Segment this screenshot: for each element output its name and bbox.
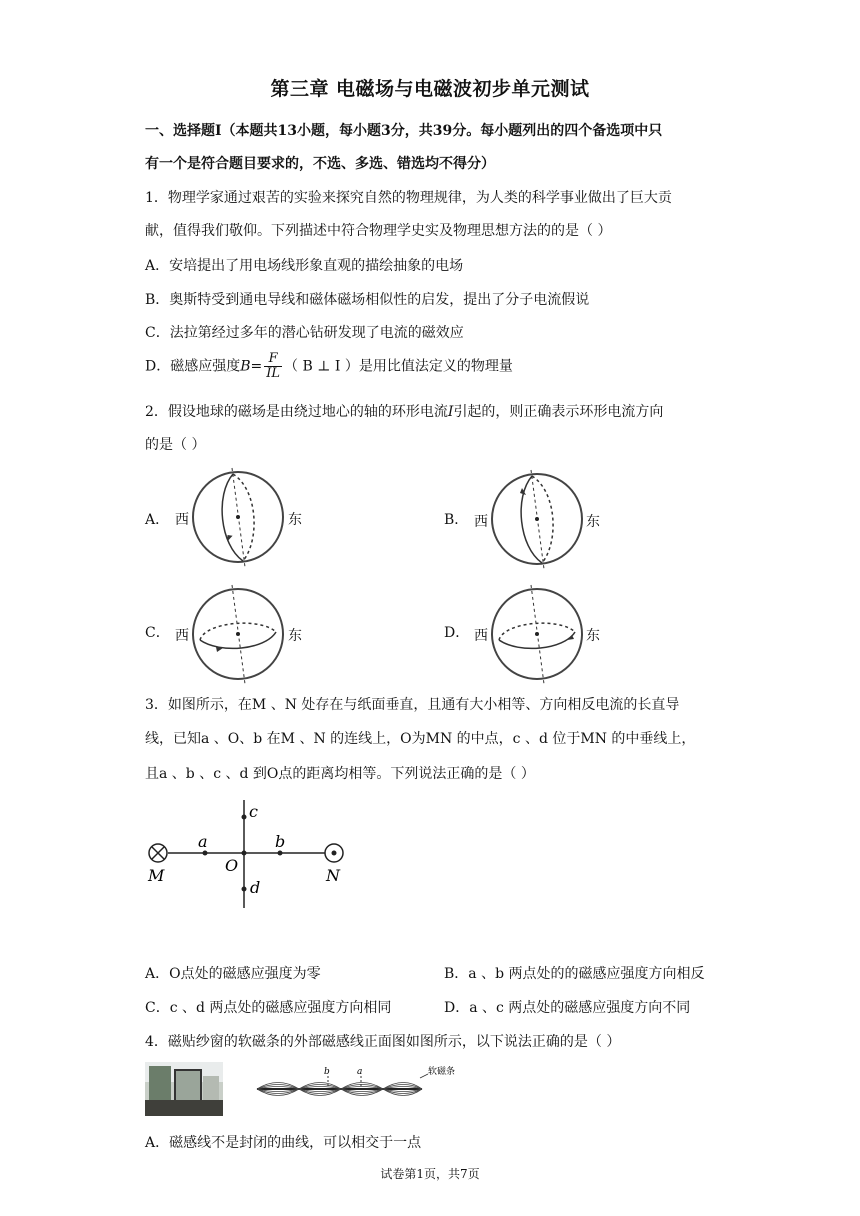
section-header-line2: 有一个是符合题目要求的，不选、多选、错选均不得分） — [145, 156, 495, 172]
q2-option-b-east: 东 — [586, 514, 600, 530]
q2-option-c-west: 西 — [175, 628, 189, 644]
q2-option-b-globe-diagram — [489, 467, 589, 572]
label-d: d — [250, 878, 261, 897]
label-a: a — [198, 832, 208, 851]
strip-label-b: b — [324, 1067, 330, 1077]
q1-option-d-suffix: 是用比值法定义的物理量 — [358, 358, 513, 375]
q2-stem-text-end: 引起的，则正确表示环形电流方向 — [453, 404, 664, 420]
q2-option-a-west: 西 — [175, 512, 189, 528]
q1-option-d-condition: （ B ⊥ I ） — [284, 358, 359, 375]
q2-stem-text: 2．假设地球的磁场是由绕过地心的轴的环形电流 — [145, 404, 448, 420]
label-b: b — [275, 832, 286, 851]
q2-option-c-globe-diagram — [190, 582, 290, 687]
q4-window-photo — [145, 1062, 223, 1116]
q3-option-d: D．a 、c 两点处的磁感应强度方向不同 — [444, 1000, 691, 1016]
fraction-denominator: IL — [266, 366, 281, 381]
q1-option-a: A．安培提出了用电场线形象直观的描绘抽象的电场 — [145, 258, 464, 274]
q1-option-d — [145, 352, 513, 381]
label-o: O — [225, 856, 239, 875]
q3-option-a: A．O点处的磁感应强度为零 — [145, 966, 321, 982]
q4-stem: 4．磁贴纱窗的软磁条的外部磁感线正面图如图所示，以下说法正确的是（ ） — [145, 1034, 621, 1050]
q2-current-symbol: I — [447, 404, 454, 420]
q1-option-d-prefix: D．磁感应强度 — [145, 358, 241, 375]
q3-stem-line3: 且a 、b 、c 、d 到O点的距离均相等。下列说法正确的是（ ） — [145, 766, 535, 782]
fraction-numerator: F — [264, 352, 282, 367]
q2-option-b-west: 西 — [474, 514, 488, 530]
q1-stem-line2: 献，值得我们敬仰。下列描述中符合物理学史实及物理思想方法的的是（ ） — [145, 223, 612, 239]
q2-stem-line2: 的是（ ） — [145, 437, 206, 453]
q2-option-a-globe-diagram — [190, 465, 290, 570]
q2-option-d-label: D． — [444, 625, 470, 641]
q4-magnetic-strip-diagram — [252, 1062, 467, 1107]
label-n: N — [326, 866, 340, 885]
q3-option-b: B．a 、b 两点处的的磁感应强度方向相反 — [444, 966, 705, 982]
strip-label-a: a — [357, 1067, 363, 1077]
q1-stem-line1: 1．物理学家通过艰苦的实验来探究自然的物理规律，为人类的科学事业做出了巨大贡 — [145, 190, 672, 206]
label-c: c — [249, 802, 258, 821]
label-m: M — [148, 866, 165, 885]
q2-option-d-east: 东 — [586, 628, 600, 644]
q2-option-c-east: 东 — [288, 628, 302, 644]
q2-stem-line1 — [145, 401, 663, 421]
q2-option-b-label: B． — [444, 512, 469, 528]
q2-option-d-globe-diagram — [489, 582, 589, 687]
section-header-line1: 一、选择题Ⅰ（本题共13小题，每小题3分，共39分。每小题列出的四个备选项中只 — [145, 123, 663, 139]
q2-option-a-label: A． — [145, 512, 170, 528]
q1-option-d-fraction — [264, 352, 282, 381]
q1-option-c: C．法拉第经过多年的潜心钻研发现了电流的磁效应 — [145, 325, 464, 341]
q1-option-d-equals: = — [250, 358, 263, 375]
q3-option-c: C．c 、d 两点处的磁感应强度方向相同 — [145, 1000, 392, 1016]
q4-option-a: A．磁感线不是封闭的曲线，可以相交于一点 — [145, 1135, 422, 1151]
q3-wire-diagram — [140, 795, 370, 915]
page-title: 第三章 电磁场与电磁波初步单元测试 — [270, 78, 590, 100]
q2-option-a-east: 东 — [288, 512, 302, 528]
strip-label-soft-magnet: 软磁条 — [428, 1067, 456, 1077]
q1-option-d-symbol-b: B — [240, 358, 251, 375]
q2-option-c-label: C． — [145, 625, 170, 641]
q3-stem-line1: 3．如图所示，在M 、N 处存在与纸面垂直，且通有大小相等、方向相反电流的长直导 — [145, 697, 680, 713]
q3-stem-line2: 线，已知a 、O、b 在M 、N 的连线上，O为MN 的中点，c 、d 位于MN 的中垂线上， — [145, 731, 696, 747]
q1-option-b: B．奥斯特受到通电导线和磁体磁场相似性的启发，提出了分子电流假说 — [145, 292, 590, 308]
page-footer: 试卷第1页，共7页 — [380, 1167, 480, 1181]
q2-option-d-west: 西 — [474, 628, 488, 644]
